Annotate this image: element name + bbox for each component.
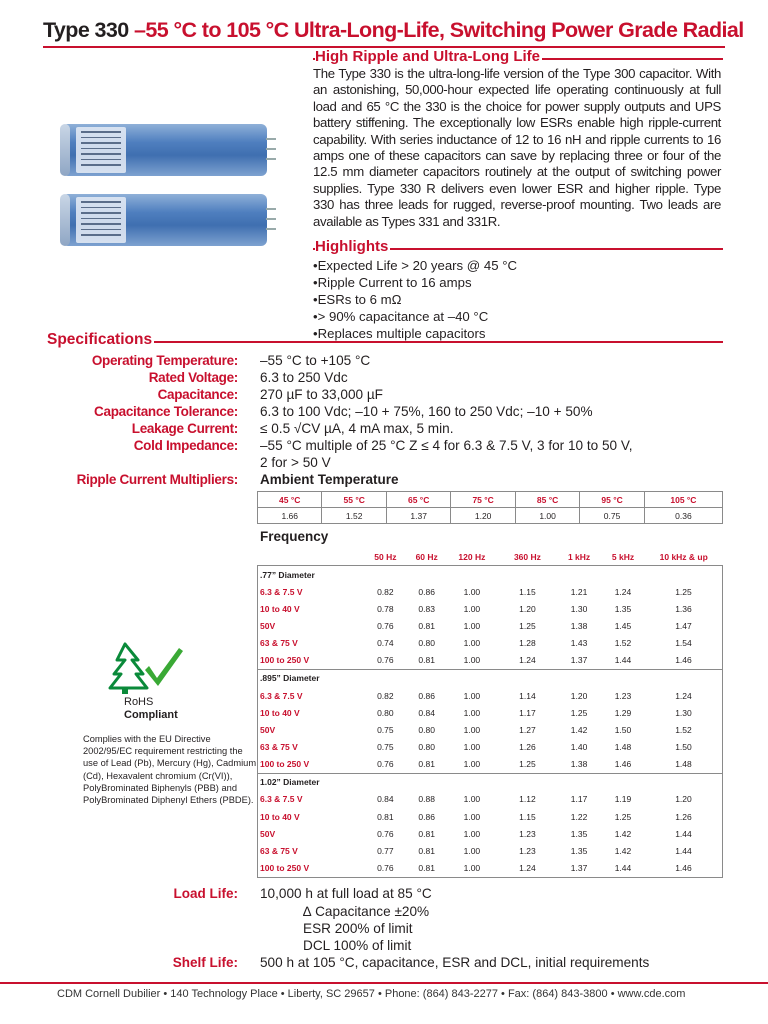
table-row [258, 721, 723, 738]
table-cell: 0.81 [418, 655, 435, 666]
table-cell: 1.35 [614, 603, 632, 614]
frequency-heading: Frequency [260, 529, 329, 544]
table-cell: 1.24 [614, 586, 632, 597]
table-cell: 1.00 [463, 742, 481, 753]
row-label: 100 to 250 V [260, 759, 310, 770]
diameter-label: .77” Diameter [260, 569, 315, 580]
table-header-cell: 10 kHz & up [659, 552, 708, 562]
table-cell: 1.50 [675, 742, 692, 753]
table-cell: 1.36 [675, 603, 692, 614]
table-cell: 1.14 [519, 690, 536, 701]
table-cell: 0.80 [418, 638, 435, 649]
spec-label: Load Life: [173, 886, 238, 901]
table-header-cell: 55 °C [322, 492, 386, 508]
table-cell: 0.83 [418, 603, 435, 614]
capacitor-photo [62, 124, 272, 254]
highlights-heading: Highlights [315, 238, 389, 255]
rohs-logo [105, 642, 190, 722]
row-label: 100 to 250 V [260, 863, 310, 874]
table-header-row [258, 492, 723, 508]
table-cell: 0.78 [377, 603, 394, 614]
table-row [258, 704, 723, 721]
table-cell: 1.00 [463, 794, 481, 805]
list-item: • ESRs to 6 mΩ [313, 291, 517, 308]
table-cell: 1.19 [614, 794, 632, 805]
table-cell: 1.25 [675, 586, 692, 597]
diameter-row [258, 669, 723, 687]
table-header-row [258, 549, 723, 566]
table-cell: 1.25 [570, 707, 588, 718]
table-header-cell: 45 °C [258, 492, 322, 508]
table-row [258, 842, 723, 859]
table-cell: 1.20 [570, 690, 588, 701]
table-cell: 1.35 [570, 828, 588, 839]
table-cell: 1.24 [519, 655, 536, 666]
rohs-logo-line2: Compliant [124, 709, 178, 721]
table-cell: 1.30 [570, 603, 588, 614]
table-cell: 1.42 [614, 846, 632, 857]
title-description: –55 °C to 105 °C Ultra-Long-Life, Switching Power Grade Radial [134, 18, 744, 42]
table-cell: 1.15 [519, 586, 536, 597]
highlights-list [313, 257, 517, 342]
table-header-cell: 5 kHz [611, 552, 635, 562]
table-header-cell: 60 Hz [415, 552, 438, 562]
row-label: 63 & 75 V [260, 638, 298, 649]
table-cell: 1.38 [570, 759, 588, 770]
table-row [258, 825, 723, 842]
table-cell: 1.00 [463, 603, 481, 614]
spec-value: 6.3 to 100 Vdc; –10 + 75%, 160 to 250 Vdc; –10 + 50% [260, 404, 593, 419]
table-cell: 1.37 [386, 508, 450, 524]
list-item: • Expected Life > 20 years @ 45 °C [313, 257, 517, 274]
table-cell: 1.37 [570, 863, 588, 874]
table-cell: 1.17 [570, 794, 588, 805]
list-item: • Replaces multiple capacitors [313, 325, 517, 342]
table-cell: 1.48 [675, 759, 692, 770]
table-cell: 1.20 [519, 603, 536, 614]
table-cell: 1.00 [463, 620, 481, 631]
table-cell: 1.44 [614, 863, 632, 874]
spec-label: Rated Voltage: [148, 370, 238, 385]
title-type: Type 330 [43, 18, 135, 42]
list-item: • > 90% capacitance at –40 °C [313, 308, 517, 325]
table-cell: 1.00 [515, 508, 579, 524]
table-header-cell: 360 Hz [513, 552, 541, 562]
table-cell: 0.36 [644, 508, 722, 524]
table-cell: 1.43 [570, 638, 588, 649]
intro-heading: High Ripple and Ultra-Long Life [315, 48, 540, 65]
footer-contact: CDM Cornell Dubilier • 140 Technology Place • Liberty, SC 29657 • Phone: (864) 843-2277 • Fax: (864) 843-3800 • www.cde.com [57, 988, 686, 1000]
table-cell: 1.44 [675, 846, 692, 857]
table-header-cell: 75 °C [451, 492, 515, 508]
table-cell: 1.26 [675, 811, 692, 822]
load-life-line: 10,000 h at full load at 85 °C [260, 886, 432, 901]
frequency-group [258, 773, 723, 877]
table-cell: 1.52 [675, 724, 692, 735]
capacitor-image-bottom [62, 194, 267, 246]
table-header-cell: 50 Hz [374, 552, 397, 562]
spec-label: Ripple Current Multipliers: [76, 472, 238, 487]
table-header-cell: 120 Hz [458, 552, 486, 562]
table-cell: 1.23 [614, 690, 632, 701]
table-cell: 1.25 [519, 759, 536, 770]
table-cell: 0.76 [377, 863, 394, 874]
table-row [258, 652, 723, 670]
rohs-tree-icon [105, 642, 190, 722]
table-cell: 0.82 [377, 586, 394, 597]
table-header-cell [258, 549, 364, 566]
table-row [258, 583, 723, 600]
table-cell: 1.00 [463, 759, 481, 770]
diameter-row [258, 773, 723, 791]
row-label: 6.3 & 7.5 V [260, 586, 303, 597]
table-cell: 0.76 [377, 655, 394, 666]
list-item: • Ripple Current to 16 amps [313, 274, 517, 291]
table-cell: 1.25 [614, 811, 632, 822]
spec-value: ≤ 0.5 √CV µA, 4 mA max, 5 min. [260, 421, 454, 436]
table-cell: 1.23 [519, 846, 536, 857]
frequency-group [258, 566, 723, 670]
diameter-label: 1.02” Diameter [260, 777, 320, 788]
table-cell: 1.00 [463, 828, 481, 839]
table-cell: 0.86 [418, 586, 435, 597]
table-row [258, 687, 723, 704]
table-cell: 0.74 [377, 638, 394, 649]
table-cell: 1.00 [463, 638, 481, 649]
row-label: 10 to 40 V [260, 603, 300, 614]
table-cell: 1.45 [614, 620, 632, 631]
row-label: 50V [260, 828, 276, 839]
spec-label: Operating Temperature: [91, 353, 238, 368]
table-cell: 1.48 [614, 742, 632, 753]
table-cell: 1.50 [614, 724, 632, 735]
ambient-heading: Ambient Temperature [260, 472, 399, 487]
load-life-line: ∆ Capacitance ±20% [303, 904, 430, 919]
table-cell: 1.37 [570, 655, 588, 666]
row-label: 50V [260, 620, 276, 631]
table-cell: 1.00 [463, 690, 481, 701]
table-cell: 1.00 [463, 863, 481, 874]
table-row [258, 808, 723, 825]
table-cell: 1.44 [675, 828, 692, 839]
spec-label: Capacitance Tolerance: [94, 404, 238, 419]
table-cell: 1.21 [570, 586, 588, 597]
table-cell: 0.76 [377, 759, 394, 770]
row-label: 63 & 75 V [260, 742, 298, 753]
table-cell: 1.20 [451, 508, 515, 524]
table-row [258, 508, 723, 524]
table-cell: 1.12 [519, 794, 536, 805]
table-cell: 1.22 [570, 811, 588, 822]
table-header-cell: 105 °C [644, 492, 722, 508]
table-row [258, 635, 723, 652]
rohs-logo-line1: RoHS [124, 696, 154, 708]
table-cell: 1.17 [519, 707, 536, 718]
table-cell: 1.00 [463, 811, 481, 822]
intro-paragraph: The Type 330 is the ultra-long-life version of the Type 300 capacitor. With an astonishing, 50,000-hour expected life operating continuously at full load and 65 °C the 330 is the choice for power supply outputs and UPS battery stiffening. The exceptionally low ESRs enable high ripple-current capability. With series inductance of 12 to 16 nH and ripple currents to 16 amps one of these capacitors can save by replacing three or four of the 12.5 mm diameter capacitors routinely at the output of switching power supplies. Type 330 R delivers even lower ESR and higher ripple. Type 330 has three leads for rugged, reverse-proof mounting. Two leads are available as Types 331 and 331R. [313, 66, 721, 229]
table-cell: 0.80 [377, 707, 394, 718]
table-cell: 1.24 [675, 690, 692, 701]
spec-value: 500 h at 105 °C, capacitance, ESR and DCL, initial requirements [260, 955, 650, 970]
load-life-line: ESR 200% of limit [303, 921, 413, 936]
table-cell: 0.82 [377, 690, 394, 701]
table-header-cell: 85 °C [515, 492, 579, 508]
table-cell: 1.42 [614, 828, 632, 839]
table-cell: 1.38 [570, 620, 588, 631]
page-title [43, 18, 744, 43]
table-cell: 1.27 [519, 724, 536, 735]
table-cell: 1.15 [519, 811, 536, 822]
row-label: 100 to 250 V [260, 655, 310, 666]
table-cell: 1.23 [519, 828, 536, 839]
row-label: 6.3 & 7.5 V [260, 690, 303, 701]
table-cell: 0.76 [377, 620, 394, 631]
table-cell: 0.86 [418, 811, 435, 822]
table-cell: 1.00 [463, 586, 481, 597]
table-cell: 0.75 [580, 508, 644, 524]
row-label: 10 to 40 V [260, 707, 300, 718]
table-cell: 0.81 [418, 828, 435, 839]
table-row [258, 756, 723, 774]
row-label: 63 & 75 V [260, 846, 298, 857]
table-cell: 1.28 [519, 638, 536, 649]
table-row [258, 600, 723, 617]
spec-value: 6.3 to 250 Vdc [260, 370, 348, 385]
table-cell: 1.25 [519, 620, 536, 631]
table-cell: 0.75 [377, 742, 394, 753]
table-cell: 1.52 [322, 508, 386, 524]
table-cell: 1.52 [614, 638, 632, 649]
table-cell: 0.81 [377, 811, 394, 822]
table-row [258, 617, 723, 634]
table-cell: 1.00 [463, 655, 481, 666]
spec-value: 2 for > 50 V [260, 455, 331, 470]
page-footer [0, 982, 768, 1000]
table-cell: 1.24 [519, 863, 536, 874]
spec-label: Cold Impedance: [133, 438, 238, 453]
table-row [258, 739, 723, 756]
table-row [258, 791, 723, 808]
spec-value: –55 °C multiple of 25 °C Z ≤ 4 for 6.3 & 7.5 V, 3 for 10 to 50 V, [260, 438, 633, 453]
table-cell: 1.30 [675, 707, 692, 718]
load-life-line: DCL 100% of limit [303, 938, 412, 953]
table-cell: 0.76 [377, 828, 394, 839]
row-label: 10 to 40 V [260, 811, 300, 822]
table-cell: 1.47 [675, 620, 692, 631]
row-label: 6.3 & 7.5 V [260, 794, 303, 805]
table-cell: 1.46 [675, 655, 692, 666]
diameter-label: .895” Diameter [260, 673, 320, 684]
table-cell: 1.44 [614, 655, 632, 666]
spec-label: Capacitance: [157, 387, 238, 402]
frequency-group [258, 669, 723, 773]
table-cell: 1.42 [570, 724, 588, 735]
frequency-table [257, 549, 723, 878]
capacitor-image-top [62, 124, 267, 176]
table-cell: 1.54 [675, 638, 692, 649]
spec-value: 270 µF to 33,000 µF [260, 387, 383, 402]
ambient-table [257, 491, 723, 524]
table-cell: 0.77 [377, 846, 394, 857]
table-cell: 1.35 [570, 846, 588, 857]
table-cell: 0.88 [418, 794, 435, 805]
table-header-cell: 1 kHz [567, 552, 591, 562]
row-label: 50V [260, 724, 276, 735]
table-cell: 1.00 [463, 846, 481, 857]
spec-value: –55 °C to +105 °C [260, 353, 371, 368]
table-cell: 1.00 [463, 707, 481, 718]
table-cell: 0.84 [418, 707, 435, 718]
table-cell: 0.81 [418, 846, 435, 857]
table-cell: 0.81 [418, 759, 435, 770]
table-cell: 1.66 [258, 508, 322, 524]
table-cell: 1.46 [614, 759, 632, 770]
table-header-cell: 65 °C [386, 492, 450, 508]
spec-label: Leakage Current: [131, 421, 238, 436]
table-cell: 1.00 [463, 724, 481, 735]
table-cell: 1.40 [570, 742, 588, 753]
table-cell: 1.29 [614, 707, 632, 718]
table-cell: 0.84 [377, 794, 394, 805]
table-cell: 0.80 [418, 724, 435, 735]
spec-label: Shelf Life: [172, 955, 238, 970]
rohs-compliance-text: Complies with the EU Directive 2002/95/EC requirement restricting the use of Lead (Pb), Mercury (Hg), Cadmium (Cd), Hexavalent chromium (Cr(VI)), PolyBrominated Biphenyls (PBB) and PolyBrominated Diphenyl Ethers (PBDE). [83, 734, 257, 806]
specifications-heading: Specifications [47, 331, 153, 348]
table-row [258, 860, 723, 878]
diameter-row [258, 566, 723, 584]
table-header-cell: 95 °C [580, 492, 644, 508]
table-cell: 1.26 [519, 742, 536, 753]
table-cell: 0.86 [418, 690, 435, 701]
table-cell: 1.20 [675, 794, 692, 805]
table-cell: 0.81 [418, 863, 435, 874]
table-cell: 0.81 [418, 620, 435, 631]
table-cell: 0.80 [418, 742, 435, 753]
table-cell: 0.75 [377, 724, 394, 735]
table-cell: 1.46 [675, 863, 692, 874]
